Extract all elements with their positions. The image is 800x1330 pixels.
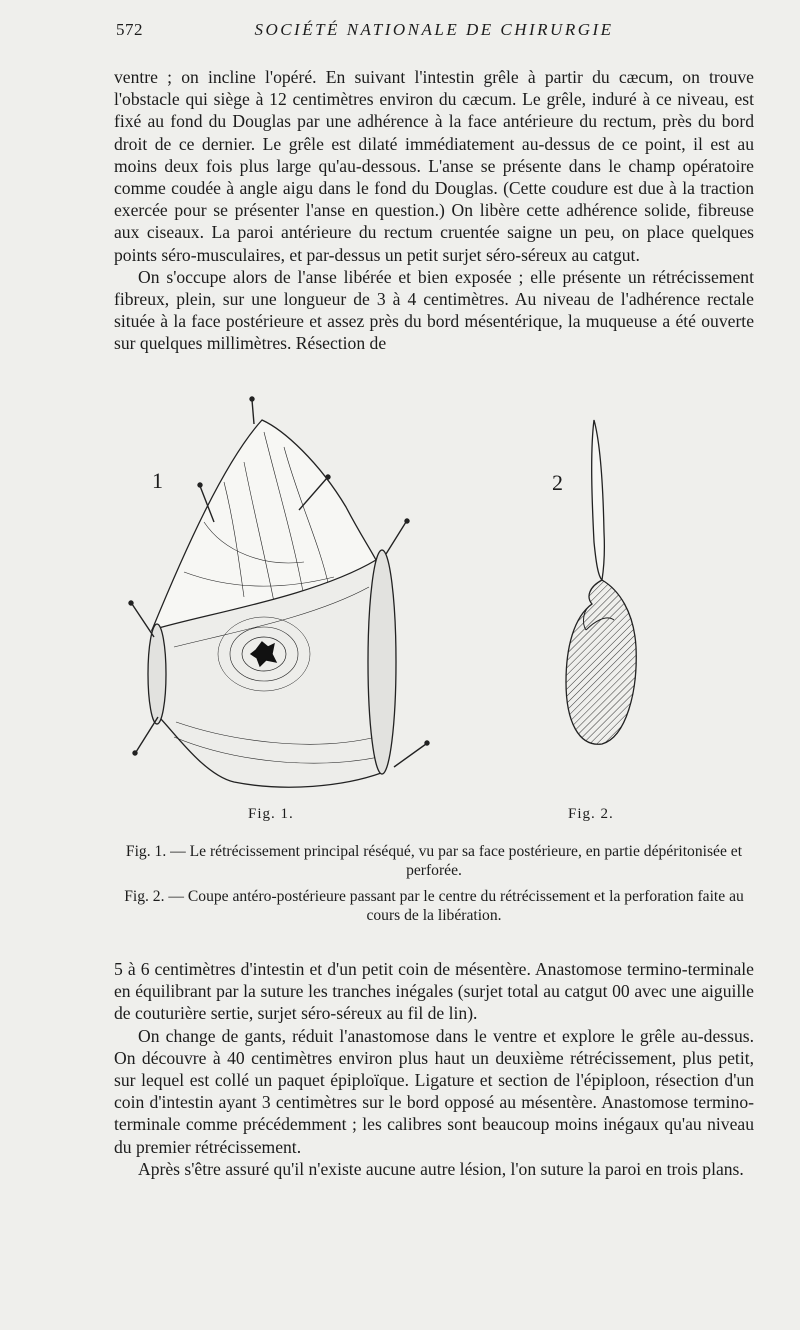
body-text-before-figures (114, 66, 754, 355)
paragraph: 5 à 6 centimètres d'intestin et d'un petit coin de mésentère. Anastomose termino-terminale en équilibrant par la suture les tranches inégales (surjet total au catgut 00 avec une aiguille de couturière sertie, surjet séro-séreux au fil de lin). (114, 959, 754, 1024)
section-stalk (592, 420, 605, 580)
figures-illustration (114, 392, 754, 822)
figures-plate (114, 392, 754, 822)
paragraph: ventre ; on incline l'opéré. En suivant l'intestin grêle à partir du cæcum, on trouve l'obstacle qui siège à 12 centimètres environ du cæcum. Le grêle, induré à ce niveau, est fixé au fond du Douglas par une adhérence à la face antérieure du rectum, près du bord droit de ce dernier. Le grêle est dilaté immédiatement au-dessus de ce point, il est au moins deux fois plus large qu'au-dessous. L'anse se présente dans le champ opératoire comme coudée à angle aigu dans le fond du Douglas. (Cette coudure est due à la traction exercée pour se présenter l'anse en question.) On libère cette adhérence solide, fibreuse aux ciseaux. La paroi antérieure du rectum cruentée saigne un peu, on place quelques points séro-musculaires, et par-dessus un petit surjet séro-séreux au catgut. (114, 67, 754, 265)
figure-1-number: 1 (152, 468, 163, 493)
figure-2-caption: Fig. 2. — Coupe antéro-postérieure passant par le centre du rétrécissement et la perforation faite au cours de la libération. (124, 888, 744, 924)
figure-2-drawing (566, 420, 636, 744)
section-lumen-wall (566, 580, 636, 744)
paragraph: On s'occupe alors de l'anse libérée et bien exposée ; elle présente un rétrécissement fibreux, plein, sur une longueur de 3 à 4 centimètres. Au niveau de l'adhérence rectale située à la face postérieure et assez près du bord mésentérique, la muqueuse a été ouverte sur quelques millimètres. Résection de (114, 266, 754, 354)
figure-2-number: 2 (552, 470, 563, 495)
page-number: 572 (116, 20, 143, 39)
figure-captions (114, 842, 754, 932)
right-cut-end (368, 550, 396, 774)
page-header (114, 20, 754, 44)
paragraph: On change de gants, réduit l'anastomose dans le ventre et explore le grêle au-dessus. On découvre à 40 centimètres environ plus haut un deuxième rétrécissement, plus petit, sur lequel est collé un paquet épiploïque. Ligature et section de l'épiploon, résection d'un coin d'intestin ayant 3 centimètres sur le bord opposé au mésentère. Anastomose termino-terminale comme précédemment ; les calibres sont beaucoup moins inégaux qu'au niveau du premier rétrécissement. (114, 1025, 754, 1157)
figure-1-caption: Fig. 1. — Le rétrécissement principal réséqué, vu par sa face postérieure, en partie dépéritonisée et perforée. (125, 843, 743, 879)
figure-2-label: Fig. 2. (568, 806, 614, 822)
body-text-after-figures (114, 958, 754, 1180)
running-title: SOCIÉTÉ NATIONALE DE CHIRURGIE (254, 20, 614, 39)
figure-1-label: Fig. 1. (248, 806, 294, 822)
paragraph: Après s'être assuré qu'il n'existe aucune autre lésion, l'on suture la paroi en trois plans. (138, 1158, 744, 1179)
figure-1-drawing (129, 397, 429, 787)
